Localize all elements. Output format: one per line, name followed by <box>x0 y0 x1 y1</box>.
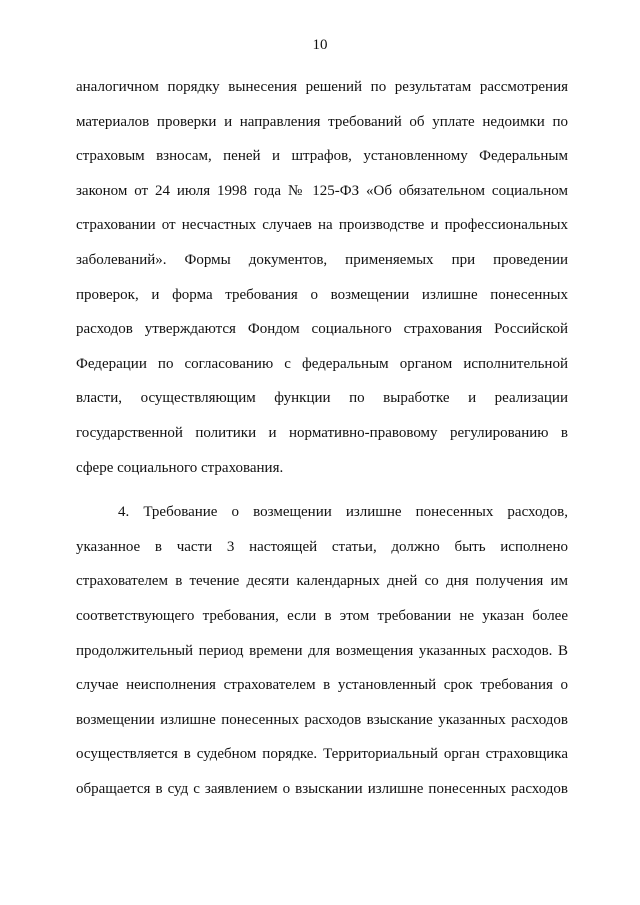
text-line: сфере социального страхования. <box>76 459 284 476</box>
text-line: власти, осуществляющим функции по выработке и реализации <box>76 390 568 407</box>
text-line: аналогичном порядку вынесения решений по результатам рассмотрения <box>76 79 568 95</box>
text-line: обращается в суд с заявлением о взыскании излишне понесенных расходов <box>76 780 568 797</box>
text-line: заболеваний». Формы документов, применяемых при проведении <box>76 251 568 268</box>
text-line: указанное в части 3 настоящей статьи, должно быть исполнено <box>76 538 568 555</box>
text-line: соответствующего требования, если в этом требовании не указан более <box>76 607 568 624</box>
text-line: страхователем в течение десяти календарных дней со дня получения им <box>76 573 568 590</box>
text-line: случае неисполнения страхователем в установленный срок требования о <box>76 677 568 694</box>
text-line: материалов проверки и направления требований об уплате недоимки по <box>76 113 568 130</box>
text-line: государственной политики и нормативно-правовому регулированию в <box>76 424 568 441</box>
text-line: продолжительный период времени для возмещения указанных расходов. В <box>76 642 568 659</box>
text-line: Федерации по согласованию с федеральным органом исполнительной <box>76 355 568 372</box>
page-number: 10 <box>312 37 328 53</box>
document-body <box>76 70 568 806</box>
text-line: расходов утверждаются Фондом социального страхования Российской <box>76 321 568 338</box>
text-line: страховым взносам, пеней и штрафов, установленному Федеральным <box>76 148 568 165</box>
paragraph-4-first-line: 4. Требование о возмещении излишне понесенных расходов, <box>118 504 568 521</box>
text-line: осуществляется в судебном порядке. Территориальный орган страховщика <box>76 746 568 763</box>
text-line: проверок, и форма требования о возмещении излишне понесенных <box>76 286 568 303</box>
text-line: возмещении излишне понесенных расходов взыскание указанных расходов <box>76 711 568 728</box>
text-line: законом от 24 июля 1998 года № 125-ФЗ «Об обязательном социальном <box>76 182 568 199</box>
text-line: страховании от несчастных случаев на производстве и профессиональных <box>76 217 568 234</box>
